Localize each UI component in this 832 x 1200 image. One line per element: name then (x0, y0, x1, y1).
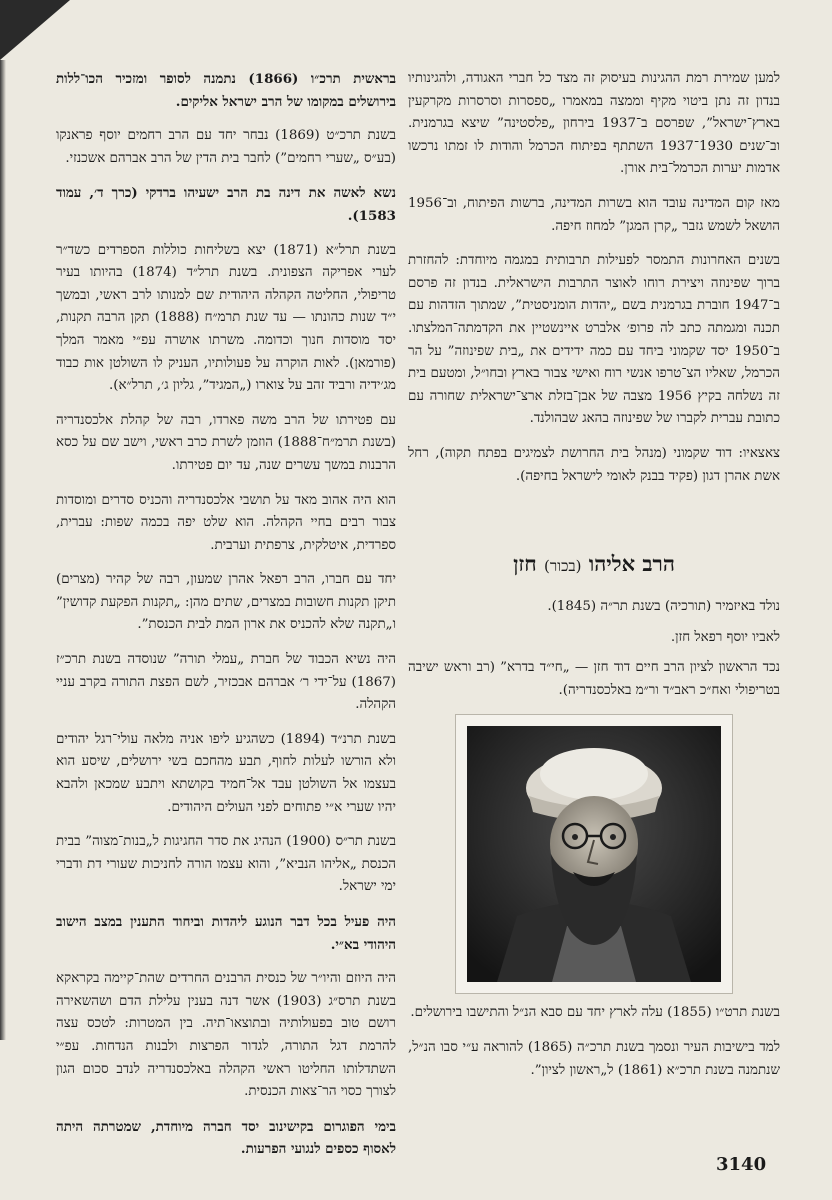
paragraph: בימי הפוגרום בקישינוב יסד חברה מיוחדת, שמטרתה היתה לאסוף כספים לנגועי הפרעות. (56, 1118, 396, 1158)
paragraph: נשא לאשה את דינה בת הרב ישעיהו ברדקי (כרך ד׳, עמוד 1583). (56, 185, 396, 224)
heading-surname: חזן (513, 551, 537, 577)
entry-heading (408, 550, 780, 580)
paragraph: למען שמירת רמת ההגינות בעיסוק זה מצד כל חברי האגודה, ולהגינותיו בנדון זה נתן ביטוי מקיף וממצה במאמרו „ספסרות וסרסרות מקרקעין בארץ־ישראל”, שפרסם ב־1937 בירחון „פלסטינה” שיצא בגרמנית. וב־שנים 1930־1937 השתתף בפיתוח הכרמל והודות לו זמתו נרכשו אדמות יערות הכרמל־בית אורן. (408, 71, 780, 177)
heading-name: הרב אליהו (588, 551, 675, 577)
paragraph: בראשית תרכ״ו (1866) נתמנה לסופר ומזכיר הכו־ללות בירושלים במקומו של הרב ישראל אליקים. (56, 71, 396, 110)
right-column (408, 68, 780, 1094)
scan-shadow-edge (0, 60, 6, 1040)
paragraph: היה נשיא הכבוד של חברת „עמלי תורה” שנוסדה בשנת תרכ״ז (1867) על־ידי ר׳ אברהם אבכזיר, לשם הפצת התורה בקרב עניי הקהלה. (56, 652, 396, 713)
paragraph: היה היוזם והיו״ר של כנסית הרבנים החרדים שהת־קיימה בקראקא בשנת תרס״ג (1903) אשר דנה בענין עלילת הדם ושהשאירה רושם טוב בפעולותיה ובתוצאו־תיה. בין המטרות: לטכס עצה להרמת דגל התורה, לגדור הפרצות ולבנות הנדחות. עפ״י השתדלותו החליטו ראשי הקהלה באלכסנדריה לנדב סכום הגון לצורך כסוי הר־צאות הכנסית. (56, 971, 396, 1100)
paragraph: בשנת תרנ״ד (1894) כשהגיע ליפו אניה מלאה עולי־רגל יהודים ולא הורשו לעלות לחוף, תבע מהחכם בשי ירושלים, שיסע הוא בעצמו אל השולטן עבד אל־חמיד בקושתא ויתבע שמכאן ולהבא יהיו שערי א״י פתוחים לפני העולים היהודים. (56, 731, 396, 815)
left-column (56, 68, 396, 1173)
paragraph: למד בישיבות העיר ונסמך בשנת תרכ״ה (1865) להוראה ע״י סבו הנ״ל, שנתמנה בשנת תרכ״א (1861) ל„ראשון לציון”. (408, 1040, 780, 1078)
portrait-frame (455, 714, 733, 994)
page-number: 3140 (716, 1154, 767, 1175)
bio-line: נולד באיזמיר (תורכיה) בשנת תר״ה (1845). (547, 599, 780, 615)
heading-paren: (בכור) (544, 557, 582, 576)
paragraph: בשנת תרט״ו (1855) עלה לארץ יחד עם סבא הנ״ל והתישבו בירושלים. (410, 1005, 780, 1021)
paragraph: היה פעיל בכל דבר הנוגע ליהדות וביחוד התענין במצב הישוב היהודי בא״י. (56, 914, 396, 953)
bio-line: נכד הראשון לציון הרב חיים דוד חזן — „חי״ד בדרא” (רב וראש ישיבה בטריפולי ואח״כ ראב״ד ור״מ באלכסנדריה). (408, 660, 780, 698)
paragraph: יחד עם חברו, הרב רפאל אהרן שמעון, רבה של קהיר (מצרים) תיקן תקנות חשובות במצרים, שתים מהן: „תקנות הפקעת קדושין” ו„תקנה שלא להכניס את ארון המת לבית הכנסת”. (56, 572, 396, 633)
paragraph: צאצאיו: דוד שקמוני (מנהל בית החרושת לצמיגים בפתח תקוה), רחל אשת אהרן דגון (פקיד בבנק לאומי לישראל בחיפה). (408, 445, 780, 484)
paragraph: בשנים האחרונות התמסר לפעילות תרבותית במגמה מיוחדת: להחזרת ברוך שפינוזה ויצירת רוחו לאוצר התרבות הישראלית. בנדון זה פרסם ב־1947 חוברת בגרמנית בשם „יהדות הומניסטית”, שמתוך הזדהות עם תכנה ומגמתה כתב לה פרופ׳ אלברט איינשטיין את הקדמתה־המלצתו. ב־1950 יסד שקמוני ביחד עם כמה ידידים את „בית שפינוזה” על הר הכרמל, שאליו הצ־טרפו אנשי רוח ואישי צבור בארץ ובחו״ל, ומטעם בית זה נשלחה בקיץ 1956 מצבה של אבן־בזלת ארצ־ישראלית שחורה עם כתובת עברית לקברו של שפינוזה בהאג שבהולנד. (408, 253, 780, 427)
portrait-illustration (467, 726, 721, 982)
paragraph: בשנת תר״ס (1900) הנהיג את סדר החגיגות ל„בנות־מצוה” בבית הכנסת „אליהו הנביא”, והוא עצמו הורה לחניכות שעורי דת ודברי ימי ישראל. (56, 834, 396, 895)
portrait-photo (467, 726, 721, 982)
bio-line: לאביו יוסף רפאל חזן. (670, 629, 780, 645)
paragraph: בשנת תרכ״ט (1869) נבחר יחד עם הרב רחמים יוסף פראנקו (בע״ס „שערי רחמים”) לחבר בית הדין של הרב אברהם אשכנזי. (56, 128, 397, 166)
paragraph: הוא היה אהוב מאד על תושבי אלכסנדריה והכניס סדרים ומוסדות צבור רבים בחיי הקהלה. הוא שלט יפה בכמה שפות: עברית, ספרדית, איטלקית, צרפתית וערבית. (56, 492, 396, 553)
paragraph: עם פטירתו של הרב משה פארדו, רבה של קהלת אלכסנדריה (בשנת תרמ״ח־1888) הוזמן לשרת כרב ראשי, וישב שם על כסא הרבנות במשך עשרים שנה, עד יום פטירתו. (56, 412, 396, 473)
paragraph: בשנת תרל״א (1871) יצא בשליחות כוללות הספרדים כשד״ר לערי אפריקה הצפונית. בשנת תרל״ד (1874) בהיותו בעיר טריפולי, החליטה הקהלה היהודית שם למנותו לרב ראשי, ובמשך י״ד שנות כהונתו — עד שנת תרמ״ח (1888) תקן הרבה תקנות, יסד מוסדות חנוך וכדומה. משרתו אושרה עפ״י מאמר המלך (פורמאן). לאות הוקרה על פעולותיו, העניק לו השולטן אות כבוד מג׳ידיה ורביד זהב על צוארו („המגיד”, גליון ג׳, תרל״א). (56, 242, 396, 394)
scan-shadow-corner (0, 0, 70, 60)
paragraph: מאז קום המדינה עובד הוא בשרות המדינה, ברשות הפיתוח, וב־1956 הושאל לשמש גזבר „קרן המגן” למחוז חיפה. (408, 195, 780, 234)
